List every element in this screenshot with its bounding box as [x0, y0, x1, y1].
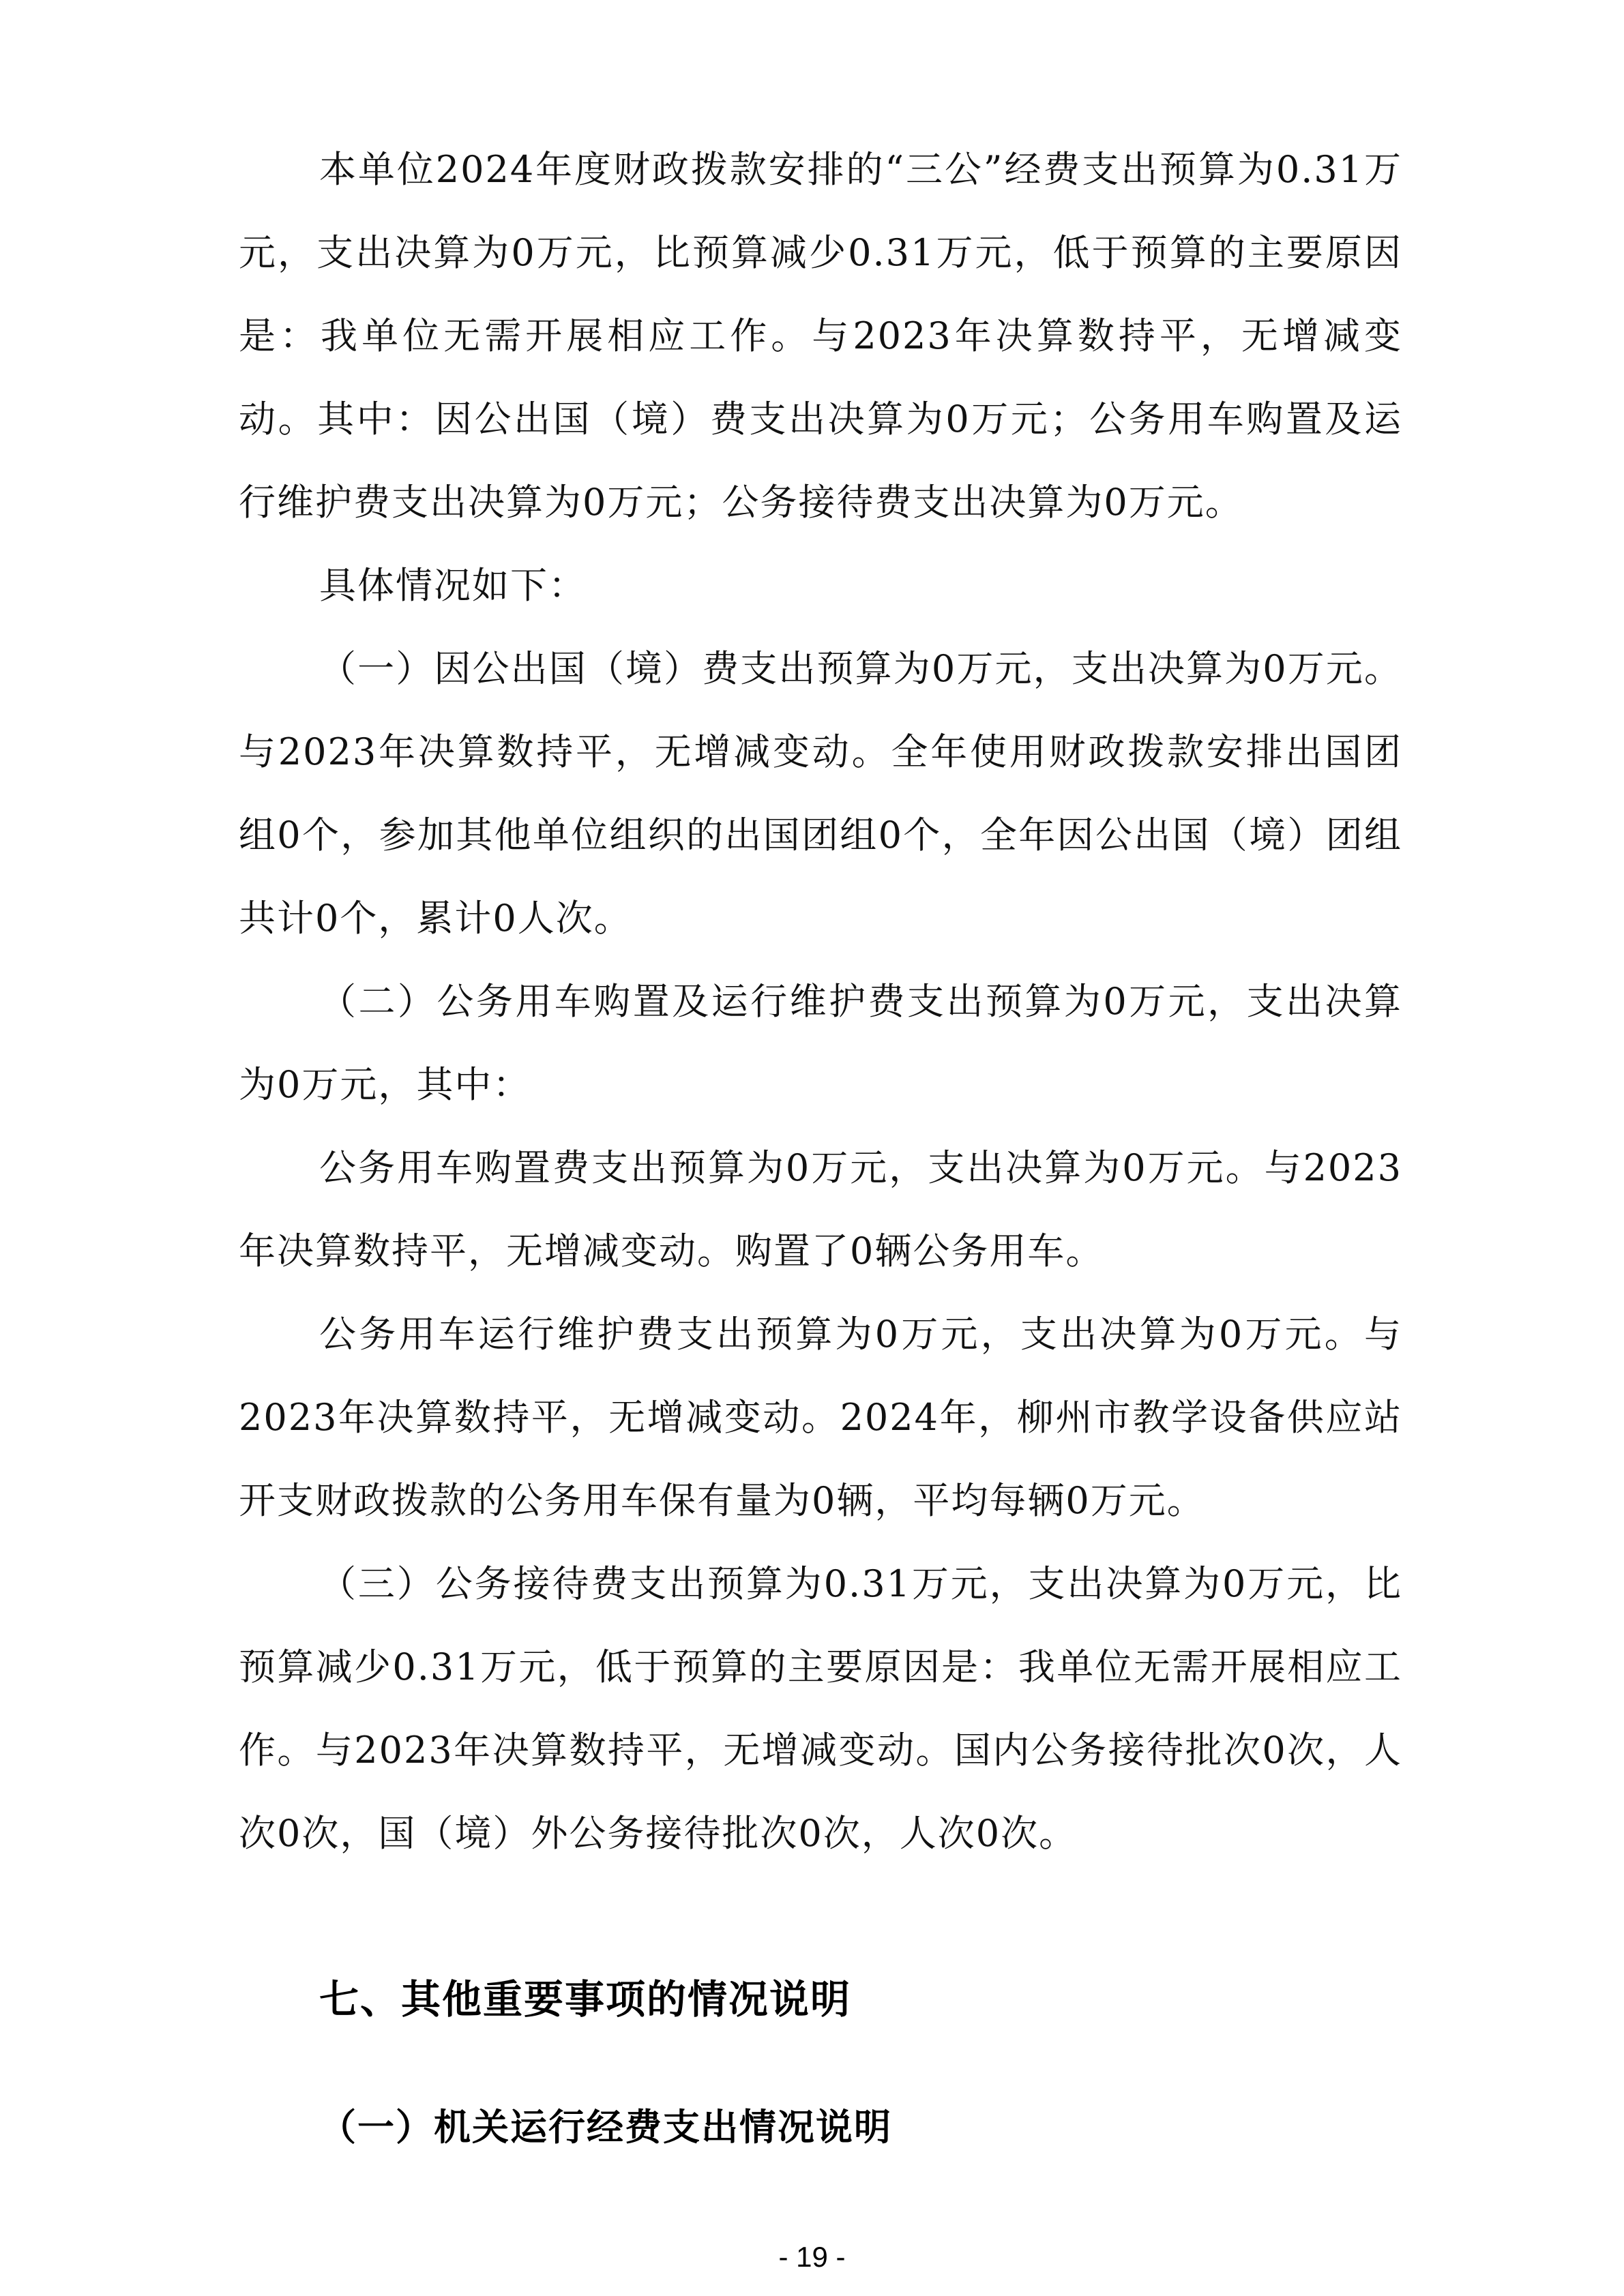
paragraph-overseas-travel: （一）因公出国（境）费支出预算为0万元，支出决算为0万元。与2023年决算数持平，无增减变动。全年使用财政拨款安排出国团组0个，参加其他单位组织的出国团组0个，全年因公出国（境）团组共计0个，累计0人次。: [239, 647, 1402, 940]
paragraph-vehicle-operation: 公务用车运行维护费支出预算为0万元，支出决算为0万元。与2023年决算数持平，无增减变动。2024年，柳州市教学设备供应站开支财政拨款的公务用车保有量为0辆，平均每辆0万元。: [239, 1313, 1402, 1522]
paragraph-details-intro: 具体情况如下：: [319, 564, 587, 607]
paragraph-three-public-expenses-summary: 本单位2024年度财政拨款安排的“三公”经费支出预算为0.31万元，支出决算为0万元，比预算减少0.31万元，低于预算的主要原因是：我单位无需开展相应工作。与2023年决算数持平，无增减变动。其中：因公出国（境）费支出决算为0万元；公务用车购置及运行维护费支出决算为0万元；公务接待费支出决算为0万元。: [239, 148, 1402, 524]
document-body: [239, 128, 1402, 1875]
page-number: - 19 -: [778, 2241, 846, 2273]
paragraph-official-vehicles: （二）公务用车购置及运行维护费支出预算为0万元，支出决算为0万元，其中：: [239, 980, 1402, 1106]
subsection-heading: （一）机关运行经费支出情况说明: [319, 2106, 892, 2149]
paragraph-vehicle-purchase: 公务用车购置费支出预算为0万元，支出决算为0万元。与2023年决算数持平，无增减变动。购置了0辆公务用车。: [239, 1146, 1402, 1272]
section-heading: 七、其他重要事项的情况说明: [319, 1976, 852, 2023]
paragraph-official-reception: （三）公务接待费支出预算为0.31万元，支出决算为0万元，比预算减少0.31万元，低于预算的主要原因是：我单位无需开展相应工作。与2023年决算数持平，无增减变动。国内公务接待批次0次，人次0次，国（境）外公务接待批次0次，人次0次。: [239, 1562, 1402, 1855]
